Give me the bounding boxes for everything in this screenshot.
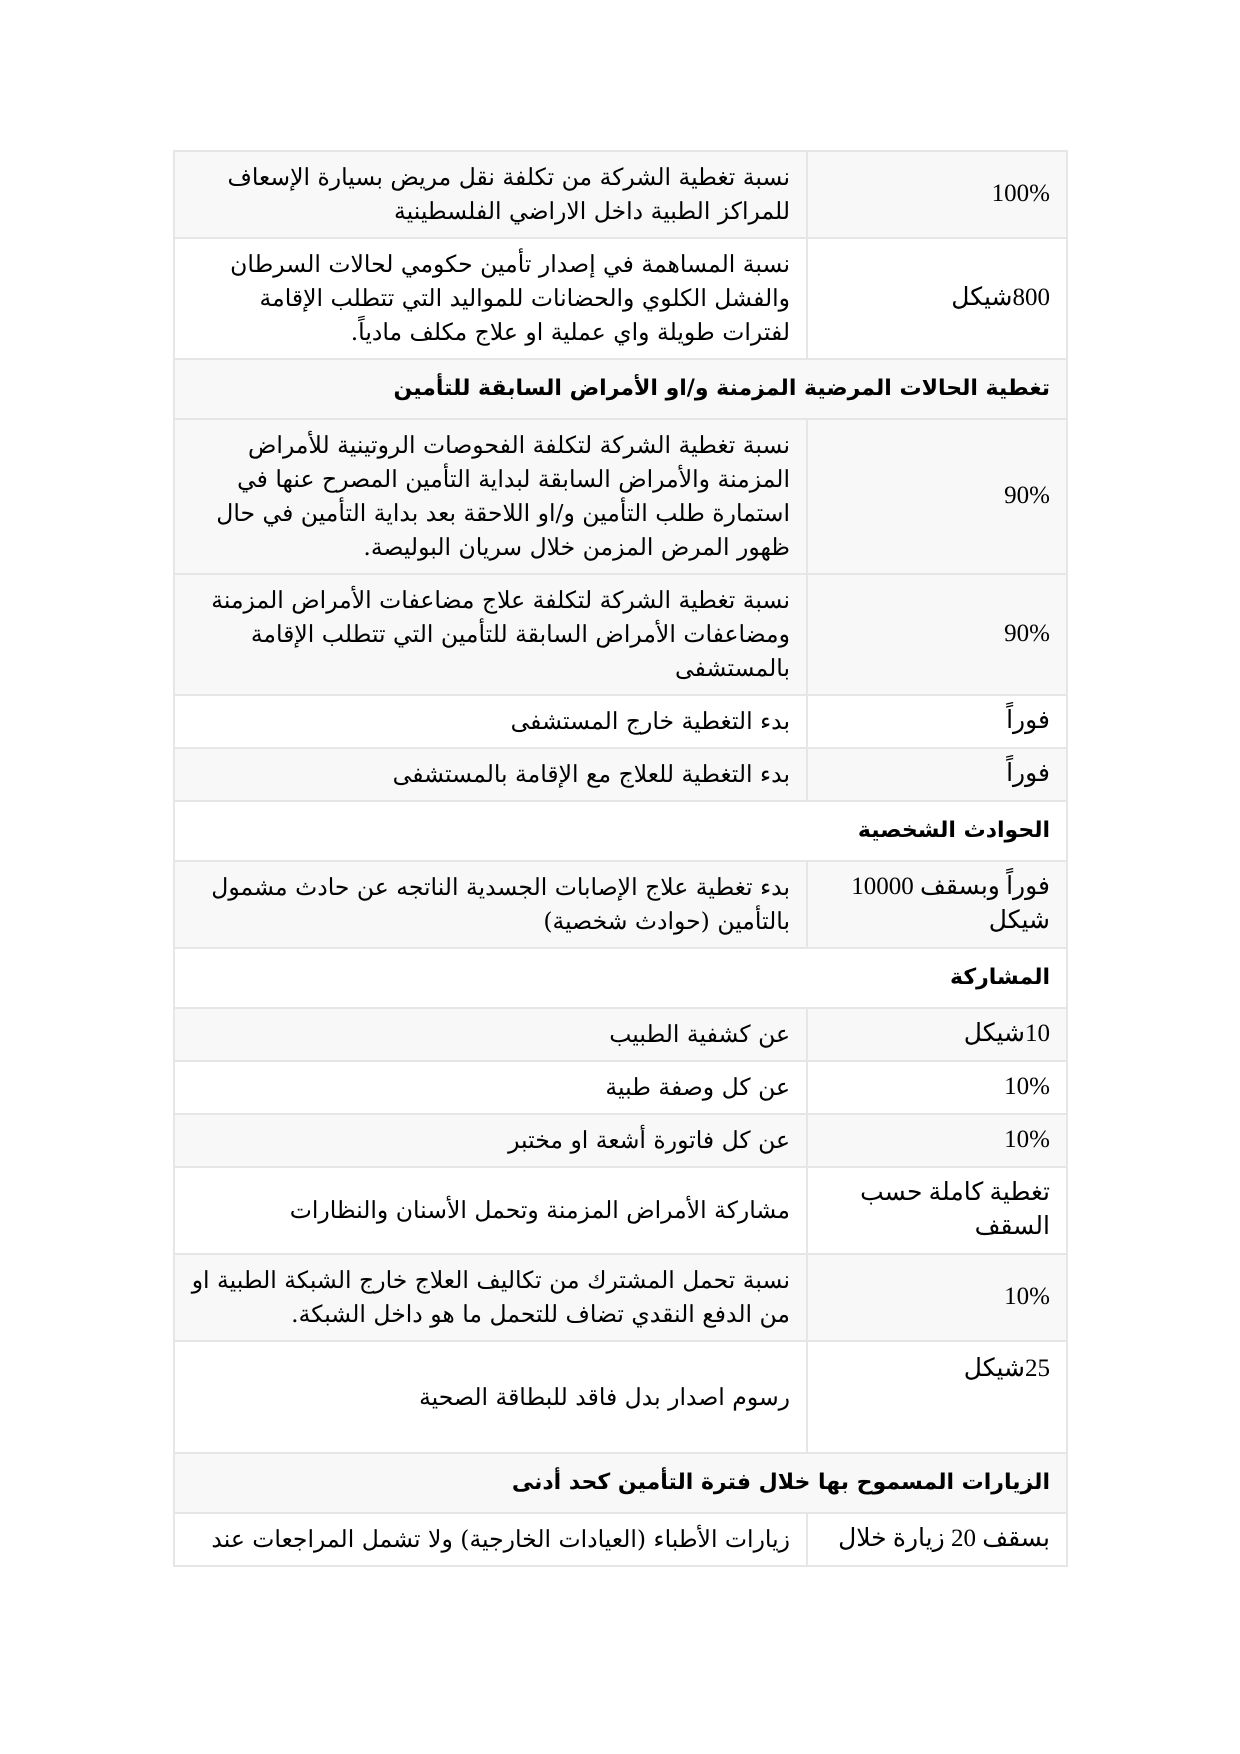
table-row [174, 1061, 1067, 1114]
table-row [174, 748, 1067, 801]
coverage-table-body [174, 151, 1067, 1566]
coverage-description: رسوم اصدار بدل فاقد للبطاقة الصحية [174, 1341, 807, 1453]
coverage-value: فوراً [807, 748, 1067, 801]
coverage-description: نسبة تغطية الشركة لتكلفة علاج مضاعفات الأمراض المزمنة ومضاعفات الأمراض السابقة للتأمين التي تتطلب الإقامة بالمستشفى [174, 574, 807, 695]
coverage-description: عن كل فاتورة أشعة او مختبر [174, 1114, 807, 1167]
section-title: المشاركة [174, 948, 1067, 1008]
coverage-value: 800شيكل [807, 238, 1067, 359]
section-header-row [174, 948, 1067, 1008]
table-row [174, 1008, 1067, 1061]
coverage-description: مشاركة الأمراض المزمنة وتحمل الأسنان والنظارات [174, 1167, 807, 1254]
section-title: الحوادث الشخصية [174, 801, 1067, 861]
section-title: الزيارات المسموح بها خلال فترة التأمين كحد أدنى [174, 1453, 1067, 1513]
table-row [174, 1114, 1067, 1167]
coverage-value: بسقف 20 زيارة خلال [807, 1513, 1067, 1566]
table-row [174, 151, 1067, 238]
coverage-table [173, 150, 1068, 1567]
coverage-value: 25شيكل [807, 1341, 1067, 1453]
coverage-value: 100% [807, 151, 1067, 238]
coverage-value: 90% [807, 419, 1067, 574]
coverage-description: زيارات الأطباء (العيادات الخارجية) ولا تشمل المراجعات عند [174, 1513, 807, 1566]
coverage-value: فوراً [807, 695, 1067, 748]
coverage-description: عن كشفية الطبيب [174, 1008, 807, 1061]
coverage-value: تغطية كاملة حسب السقف [807, 1167, 1067, 1254]
coverage-description: نسبة تغطية الشركة لتكلفة الفحوصات الروتينية للأمراض المزمنة والأمراض السابقة لبداية التأمين المصرح عنها في استمارة طلب التأمين و/او اللاحقة بعد بداية التأمين في حال ظهور المرض المزمن خلال سريان البوليصة. [174, 419, 807, 574]
coverage-description: نسبة تحمل المشترك من تكاليف العلاج خارج الشبكة الطبية او من الدفع النقدي تضاف للتحمل ما هو داخل الشبكة. [174, 1254, 807, 1341]
table-row [174, 1513, 1067, 1566]
coverage-value: 90% [807, 574, 1067, 695]
coverage-description: بدء التغطية للعلاج مع الإقامة بالمستشفى [174, 748, 807, 801]
coverage-description: بدء التغطية خارج المستشفى [174, 695, 807, 748]
table-row [174, 419, 1067, 574]
section-header-row [174, 1453, 1067, 1513]
section-header-row [174, 801, 1067, 861]
coverage-description: نسبة تغطية الشركة من تكلفة نقل مريض بسيارة الإسعاف للمراكز الطبية داخل الاراضي الفلسطينية [174, 151, 807, 238]
section-title: تغطية الحالات المرضية المزمنة و/او الأمراض السابقة للتأمين [174, 359, 1067, 419]
coverage-value: 10% [807, 1114, 1067, 1167]
table-row [174, 574, 1067, 695]
section-header-row [174, 359, 1067, 419]
table-row [174, 861, 1067, 948]
table-row [174, 238, 1067, 359]
coverage-value: 10% [807, 1254, 1067, 1341]
coverage-value: 10شيكل [807, 1008, 1067, 1061]
coverage-value: فوراً وبسقف 10000 شيكل [807, 861, 1067, 948]
table-row [174, 1341, 1067, 1453]
table-row [174, 1167, 1067, 1254]
table-row [174, 1254, 1067, 1341]
table-row [174, 695, 1067, 748]
coverage-description: بدء تغطية علاج الإصابات الجسدية الناتجه عن حادث مشمول بالتأمين (حوادث شخصية) [174, 861, 807, 948]
coverage-description: عن كل وصفة طبية [174, 1061, 807, 1114]
coverage-description: نسبة المساهمة في إصدار تأمين حكومي لحالات السرطان والفشل الكلوي والحضانات للمواليد التي تتطلب الإقامة لفترات طويلة واي عملية او علاج مكلف مادياً. [174, 238, 807, 359]
coverage-value: 10% [807, 1061, 1067, 1114]
